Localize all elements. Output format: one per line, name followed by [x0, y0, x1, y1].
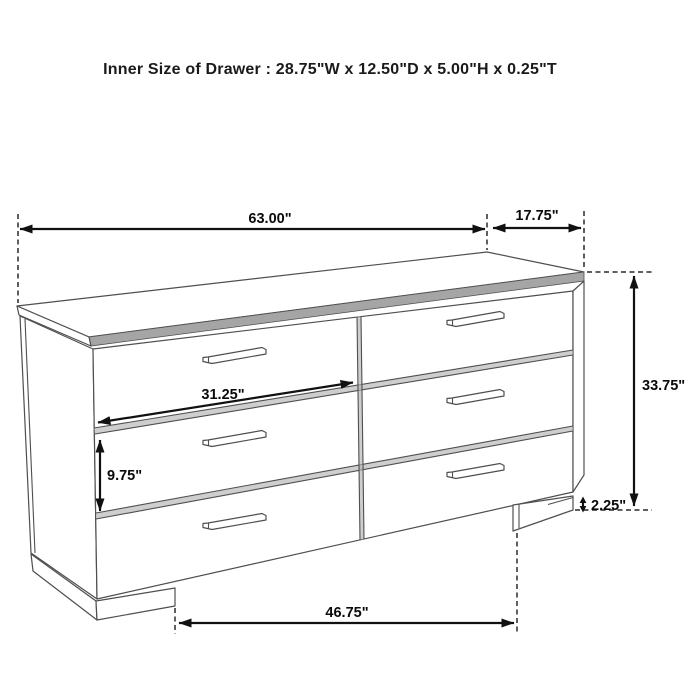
- dresser-front-face: [93, 291, 573, 599]
- dimension-overall-height: [634, 276, 685, 506]
- overall-width-label: 63.00": [248, 211, 292, 227]
- base-height-label: 2.25": [591, 498, 627, 514]
- overall-height-label: 33.75": [642, 378, 686, 394]
- dresser-right-side-panel: [573, 281, 584, 492]
- depth-label: 17.75": [515, 208, 559, 224]
- dimension-depth: [493, 208, 581, 228]
- drawer-width-label: 31.25": [201, 387, 245, 403]
- dimension-overall-width: [20, 211, 485, 229]
- dimension-base-height: [580, 497, 627, 515]
- page-title: Inner Size of Drawer : 28.75"W x 12.50"D x 5.00"H x 0.25"T: [103, 61, 557, 78]
- dimension-base-width: [179, 605, 514, 623]
- base-width-label: 46.75": [325, 605, 369, 621]
- drawer-height-label: 9.75": [107, 468, 143, 484]
- dresser-figure: [17, 252, 584, 620]
